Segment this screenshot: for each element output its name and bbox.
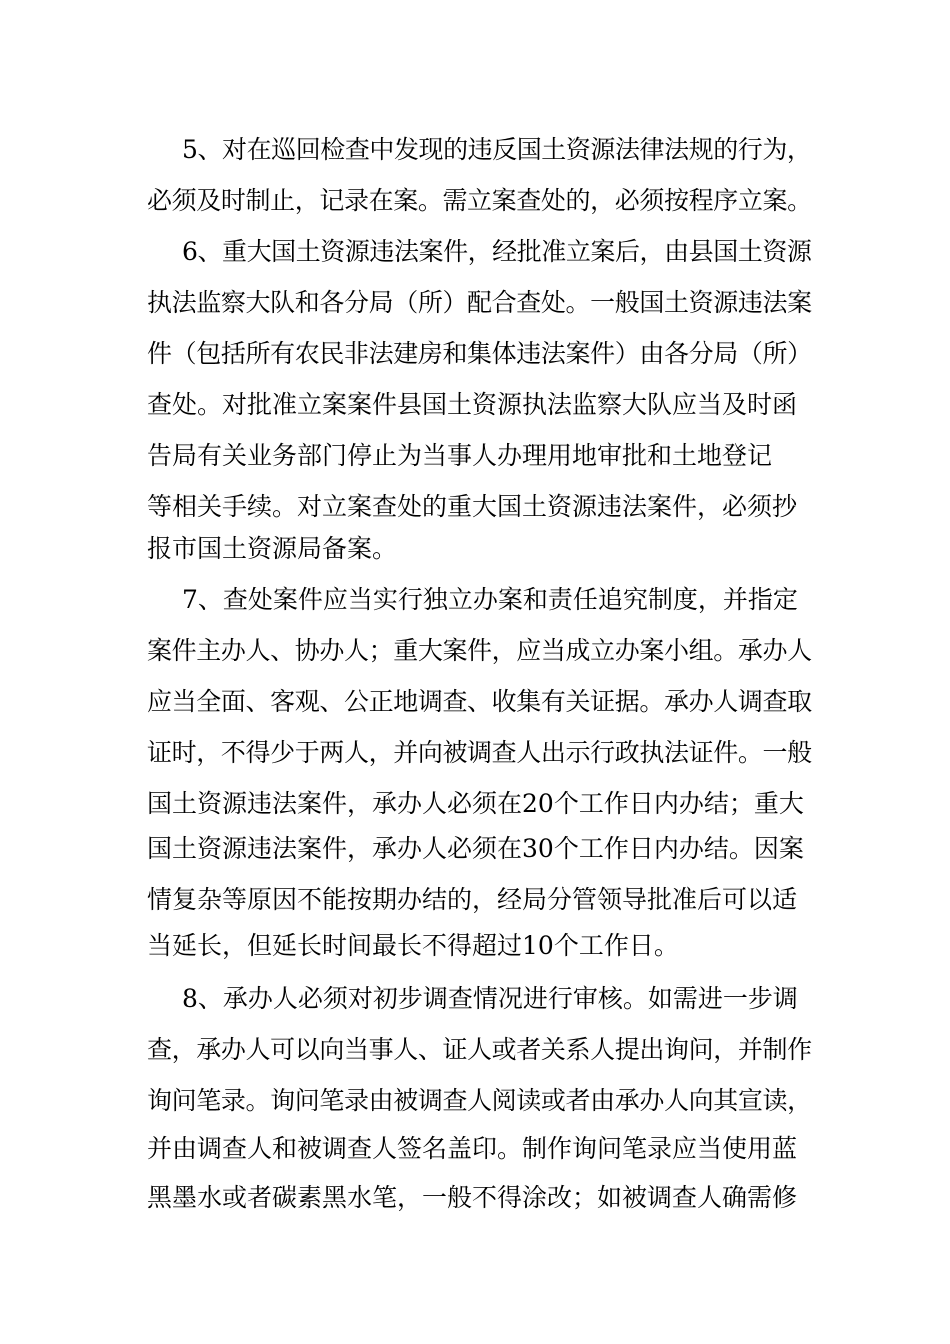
document-line-17: 当延长，但延长时间最长不得超过10个工作日。 [147, 931, 679, 960]
document-line-8: 等相关手续。对立案查处的重大国土资源违法案件，必须抄 [147, 492, 798, 521]
document-line-3: 6、重大国土资源违法案件，经批准立案后，由县国土资源 [182, 237, 812, 266]
document-line-12: 应当全面、客观、公正地调查、收集有关证据。承办人调查取 [147, 687, 812, 716]
document-line-10: 7、查处案件应当实行独立办案和责任追究制度，并指定 [182, 585, 798, 614]
document-line-1: 5、对在巡回检查中发现的违反国土资源法律法规的行为， [182, 135, 812, 164]
document-line-6: 查处。对批准立案案件县国土资源执法监察大队应当及时函 [147, 390, 798, 419]
document-line-22: 黑墨水或者碳素黑水笔，一般不得涂改；如被调查人确需修 [147, 1183, 798, 1212]
document-line-20: 询问笔录。询问笔录由被调查人阅读或者由承办人向其宣读， [147, 1086, 812, 1115]
document-line-21: 并由调查人和被调查人签名盖印。制作询问笔录应当使用蓝 [147, 1134, 798, 1163]
document-line-18: 8、承办人必须对初步调查情况进行审核。如需进一步调 [182, 984, 798, 1013]
document-line-5: 件（包括所有农民非法建房和集体违法案件）由各分局（所） [147, 339, 812, 368]
document-line-9: 报市国土资源局备案。 [147, 534, 398, 563]
document-line-19: 查，承办人可以向当事人、证人或者关系人提出询问，并制作 [147, 1035, 812, 1064]
document-line-13: 证时，不得少于两人，并向被调查人出示行政执法证件。一般 [147, 738, 812, 767]
document-line-14: 国土资源违法案件，承办人必须在20个工作日内办结；重大 [147, 789, 804, 818]
document-line-2: 必须及时制止，记录在案。需立案查处的，必须按程序立案。 [147, 186, 812, 215]
document-line-4: 执法监察大队和各分局（所）配合查处。一般国土资源违法案 [147, 288, 812, 317]
document-line-15: 国土资源违法案件，承办人必须在30个工作日内办结。因案 [147, 834, 804, 863]
document-line-16: 情复杂等原因不能按期办结的，经局分管领导批准后可以适 [147, 885, 798, 914]
document-line-7: 告局有关业务部门停止为当事人办理用地审批和土地登记 [147, 441, 773, 470]
document-line-11: 案件主办人、协办人；重大案件，应当成立办案小组。承办人 [147, 636, 812, 665]
